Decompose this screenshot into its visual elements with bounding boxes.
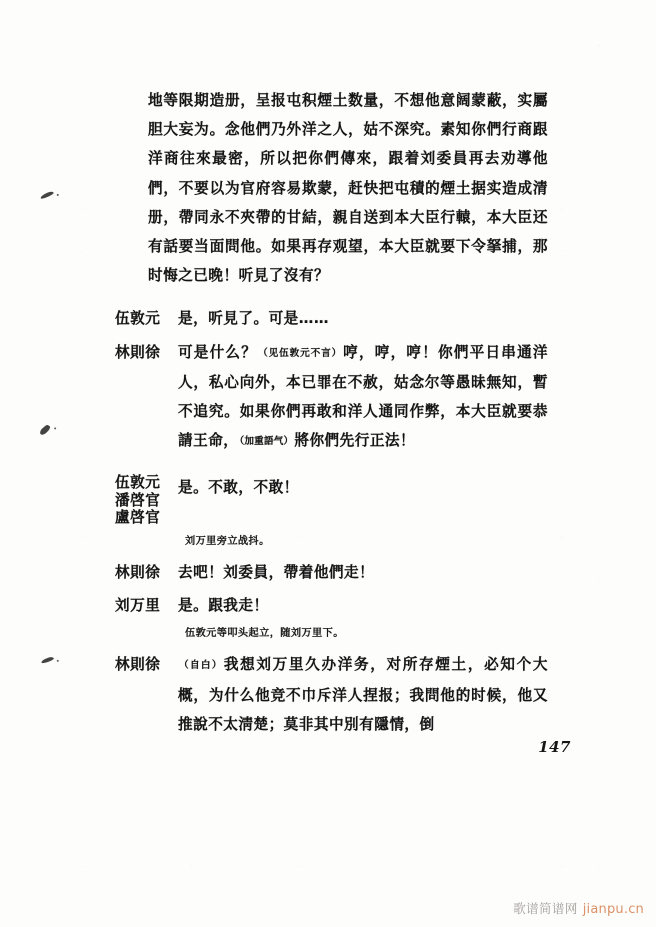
dialogue-text [178,650,548,739]
speaker-name: 林則徐 [115,343,161,361]
speaker-name: 林則徐 [115,563,161,581]
spacer [148,297,548,304]
dialogue-line [115,558,548,587]
speaker-name: 潘啓官 [115,491,161,509]
dialogue-text-segment: 哼，哼，哼！你們平日串通洋人，私心向外，本已罪在不赦，姑念尔等愚昧無知，暫不追究。如果你們再敢和洋人通同作弊，本大臣就要恭請王命， [178,343,548,450]
watermark-url: jianpu.cn [582,902,644,917]
page-number: 147 [538,738,571,756]
stage-direction: 伍敦元等叩头起立，随刘万里下。 [185,628,344,640]
dialogue-text-segment: 可是什么？ [178,343,258,361]
speaker-name: 盧啓官 [115,509,161,527]
dialogue-text: 是。跟我走！ [178,597,269,615]
dialogue-line [115,338,548,457]
spacer [148,460,548,473]
dialogue-text-segment: 將你們先行正法！ [294,432,416,450]
dialogue-text: 是，听見了。可是…… [178,310,329,328]
stage-note-inline: （加重語气） [239,436,294,448]
watermark-site-name: 歌谱简谱网 [513,901,578,916]
dialogue-text-segment: 我想刘万里久办洋务，对所存煙土，必知个大概，为什么他竞不巾斥洋人捏报；我問他的时候，他又推說不太淸楚；莫非其中別有隱情，倒 [178,656,548,733]
stage-note-inline: （见伍敦元不言） [258,347,343,359]
speaker-name: 伍敦元 [115,310,161,328]
stage-note-inline: （自白） [179,660,223,672]
dialogue-text: 去吧！刘委員，帶着他們走！ [178,563,375,581]
speaker-name: 林則徐 [115,656,161,674]
page-text-block [115,86,548,743]
ink-speck-artifact [40,191,54,200]
dialogue-line [115,591,548,620]
dialogue-line [115,304,548,333]
speaker-name: 刘万里 [115,597,161,615]
ink-speck-artifact [41,656,55,664]
narration-paragraph: 地等限期造册，呈报屯积煙土数量，不想他意阔蒙蔽，实屬胆大妄为。念他們乃外洋之人，姑不深究。素知你們行商跟洋商往來最密，所以把你們傳來，跟着刘委員再去劝導他們，不要以为官府容易欺蒙，赶快把屯積的煙土据实造成清册，帶同永不夾帶的甘結，親自送到本大臣行轅，本大臣还有話要当面問他。如果再存观望，本大臣就要下令拏捕，那时悔之已晚！听見了沒有？ [148,92,548,285]
dialogue-line [115,650,548,739]
watermark [513,899,644,917]
speaker-name-group [115,473,178,527]
dialogue-text [178,338,548,457]
dialogue-text: 是。不敢，不敢！ [178,479,299,497]
stage-direction: 刘万里旁立战抖。 [185,535,270,547]
dialogue-line-group [115,473,548,527]
speaker-name: 伍敦元 [115,474,161,492]
ink-speck-artifact [38,424,51,436]
